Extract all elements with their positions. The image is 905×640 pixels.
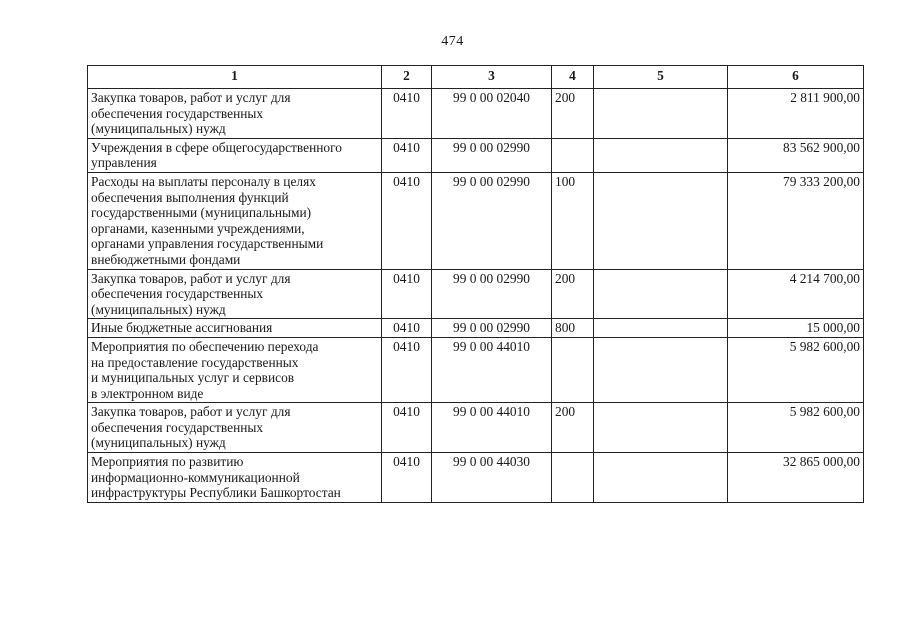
- table-row: [88, 138, 864, 172]
- column-header-3: 3: [432, 66, 552, 89]
- expense-name: Закупка товаров, работ и услуг для обеспечения государственных (муниципальных) нужд: [88, 89, 382, 139]
- amount: 79 333 200,00: [728, 172, 864, 269]
- target-article: 99 0 00 02990: [432, 319, 552, 338]
- column-header-4: 4: [552, 66, 594, 89]
- table-row: [88, 172, 864, 269]
- expense-name: Иные бюджетные ассигнования: [88, 319, 382, 338]
- expense-name: Закупка товаров, работ и услуг для обеспечения государственных (муниципальных) нужд: [88, 269, 382, 319]
- expense-name: Закупка товаров, работ и услуг для обеспечения государственных (муниципальных) нужд: [88, 403, 382, 453]
- section-code: 0410: [382, 337, 432, 402]
- column-5-value: [594, 453, 728, 503]
- target-article: 99 0 00 02040: [432, 89, 552, 139]
- target-article: 99 0 00 02990: [432, 138, 552, 172]
- table-row: [88, 319, 864, 338]
- column-5-value: [594, 89, 728, 139]
- section-code: 0410: [382, 172, 432, 269]
- column-header-1: 1: [88, 66, 382, 89]
- table-row: [88, 337, 864, 402]
- expense-type: 200: [552, 403, 594, 453]
- expense-name: Учреждения в сфере общегосударственного управления: [88, 138, 382, 172]
- column-5-value: [594, 172, 728, 269]
- expense-name: Расходы на выплаты персоналу в целях обеспечения выполнения функций государственными (муниципальными) органами, казенными учреждениями, органами управления государственными внебюджетными фондами: [88, 172, 382, 269]
- table-row: [88, 403, 864, 453]
- expense-type: [552, 453, 594, 503]
- amount: 4 214 700,00: [728, 269, 864, 319]
- expense-type: 200: [552, 89, 594, 139]
- column-5-value: [594, 403, 728, 453]
- column-5-value: [594, 337, 728, 402]
- budget-table: [87, 65, 864, 503]
- expense-type: 200: [552, 269, 594, 319]
- section-code: 0410: [382, 319, 432, 338]
- page-number: 474: [441, 34, 464, 49]
- section-code: 0410: [382, 453, 432, 503]
- amount: 2 811 900,00: [728, 89, 864, 139]
- table-row: [88, 269, 864, 319]
- section-code: 0410: [382, 138, 432, 172]
- expense-name: Мероприятия по обеспечению перехода на предоставление государственных и муниципальных услуг и сервисов в электронном виде: [88, 337, 382, 402]
- target-article: 99 0 00 02990: [432, 172, 552, 269]
- section-code: 0410: [382, 403, 432, 453]
- amount: 15 000,00: [728, 319, 864, 338]
- amount: 32 865 000,00: [728, 453, 864, 503]
- column-header-2: 2: [382, 66, 432, 89]
- column-5-value: [594, 138, 728, 172]
- column-header-5: 5: [594, 66, 728, 89]
- expense-type: 100: [552, 172, 594, 269]
- header-row: [88, 66, 864, 89]
- target-article: 99 0 00 02990: [432, 269, 552, 319]
- column-5-value: [594, 269, 728, 319]
- table-body: [88, 89, 864, 503]
- section-code: 0410: [382, 89, 432, 139]
- expense-type: [552, 138, 594, 172]
- target-article: 99 0 00 44010: [432, 403, 552, 453]
- section-code: 0410: [382, 269, 432, 319]
- amount: 5 982 600,00: [728, 337, 864, 402]
- table-row: [88, 89, 864, 139]
- column-header-6: 6: [728, 66, 864, 89]
- table-header: [88, 66, 864, 89]
- target-article: 99 0 00 44010: [432, 337, 552, 402]
- column-5-value: [594, 319, 728, 338]
- expense-type: [552, 337, 594, 402]
- table-row: [88, 453, 864, 503]
- amount: 83 562 900,00: [728, 138, 864, 172]
- amount: 5 982 600,00: [728, 403, 864, 453]
- expense-type: 800: [552, 319, 594, 338]
- target-article: 99 0 00 44030: [432, 453, 552, 503]
- expense-name: Мероприятия по развитию информационно-коммуникационной инфраструктуры Республики Башкортостан: [88, 453, 382, 503]
